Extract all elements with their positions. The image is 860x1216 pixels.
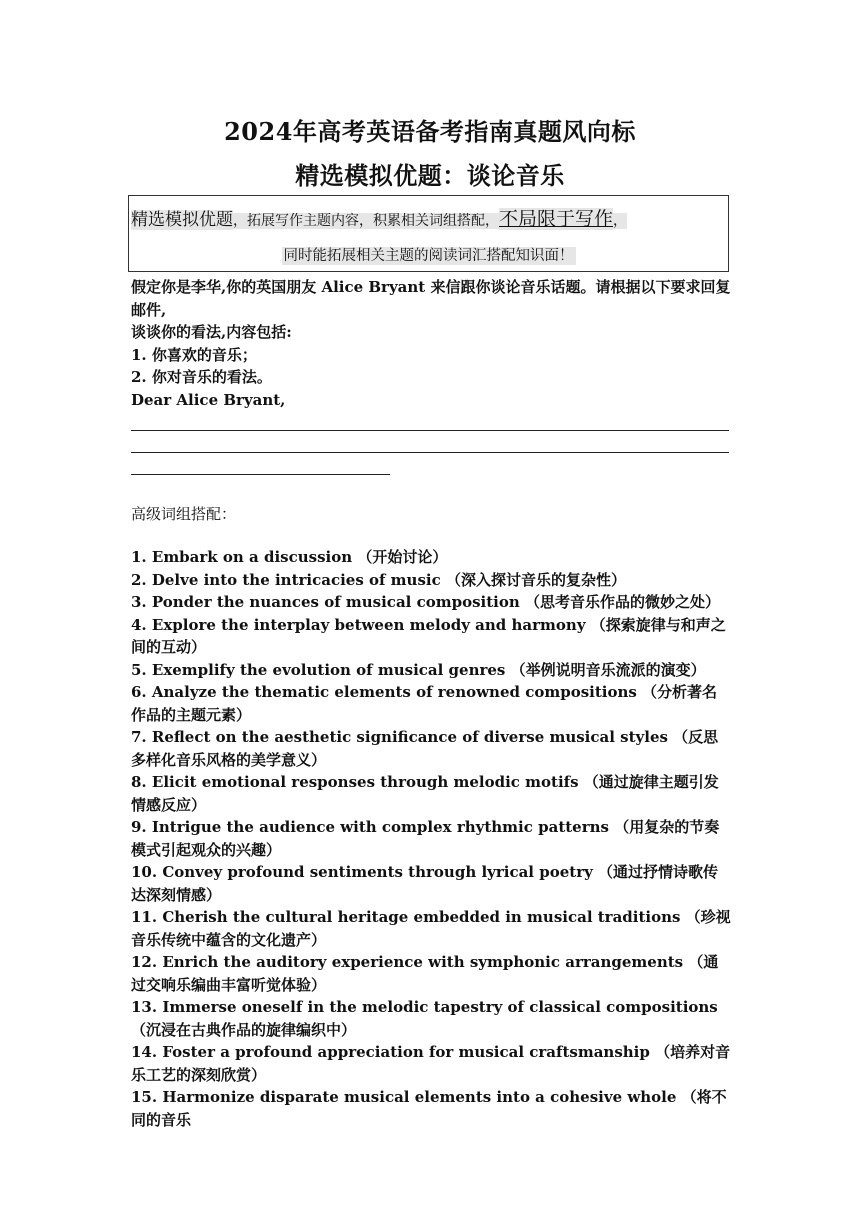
banner-line-1 bbox=[131, 204, 729, 231]
phrase-item: 5. Exemplify the evolution of musical genres （举例说明音乐流派的演变） bbox=[131, 660, 706, 679]
phrase-item: 2. Delve into the intricacies of music （深入探讨音乐的复杂性） bbox=[131, 570, 626, 589]
phrase-item: 7. Reflect on the aesthetic significance of diverse musical styles （反思多样化音乐风格的美学意义） bbox=[131, 728, 719, 769]
banner-comma: ， bbox=[613, 213, 628, 229]
phrase-item: 12. Enrich the auditory experience with symphonic arrangements （通过交响乐编曲丰富听觉体验） bbox=[131, 953, 719, 994]
phrase-item: 3. Ponder the nuances of musical composition （思考音乐作品的微妙之处） bbox=[131, 593, 720, 611]
banner-highlight-text: 精选模拟优题 bbox=[131, 210, 233, 230]
phrase-item: 10. Convey profound sentiments through lyrical poetry （通过抒情诗歌传达深刻情感） bbox=[131, 863, 719, 904]
phrases-heading: 高级词组搭配： bbox=[131, 505, 237, 523]
prompt-line: 1. 你喜欢的音乐； bbox=[131, 345, 257, 364]
intro-banner bbox=[128, 195, 729, 272]
phrase-item: 11. Cherish the cultural heritage embedded in musical traditions （珍视音乐传统中蕴含的文化遗产） bbox=[131, 908, 731, 949]
answer-blank-line bbox=[131, 452, 729, 453]
phrase-item: 6. Analyze the thematic elements of renowned compositions （分析著名作品的主题元素） bbox=[131, 683, 718, 724]
answer-blank-line bbox=[131, 474, 390, 475]
phrase-item: 15. Harmonize disparate musical elements into a cohesive whole （将不同的音乐 bbox=[131, 1088, 727, 1129]
document-subtitle: 精选模拟优题：谈论音乐 bbox=[295, 161, 565, 190]
writing-prompt bbox=[131, 276, 731, 411]
phrase-item: 4. Explore the interplay between melody and harmony （探索旋律与和声之间的互动） bbox=[131, 615, 726, 656]
banner-line-2-text: 同时能拓展相关主题的阅读词汇搭配知识面！ bbox=[283, 248, 574, 264]
phrase-item: 8. Elicit emotional responses through melodic motifs （通过旋律主题引发情感反应） bbox=[131, 773, 719, 814]
phrase-item: 1. Embark on a discussion （开始讨论） bbox=[131, 548, 448, 566]
phrase-list bbox=[131, 546, 731, 1131]
prompt-line: 2. 你对音乐的看法。 bbox=[131, 368, 272, 386]
banner-emphasis-text: 不局限于写作 bbox=[499, 208, 614, 230]
answer-blank-line bbox=[131, 430, 729, 431]
prompt-line: 谈谈你的看法,内容包括: bbox=[131, 323, 292, 341]
banner-text: ，拓展写作主题内容，积累相关词组搭配， bbox=[233, 213, 499, 229]
prompt-line: 假定你是李华,你的英国朋友 Alice Bryant 来信跟你谈论音乐话题。请根据以下要求回复邮件, bbox=[131, 278, 731, 319]
prompt-line: Dear Alice Bryant, bbox=[131, 390, 286, 409]
banner-line-2 bbox=[129, 244, 728, 265]
document-title: 2024年高考英语备考指南真题风向标 bbox=[224, 117, 636, 146]
phrase-item: 9. Intrigue the audience with complex rhythmic patterns （用复杂的节奏模式引起观众的兴趣） bbox=[131, 818, 720, 859]
phrase-item: 14. Foster a profound appreciation for musical craftsmanship （培养对音乐工艺的深刻欣赏） bbox=[131, 1043, 731, 1084]
phrase-item: 13. Immerse oneself in the melodic tapestry of classical compositions （沉浸在古典作品的旋律编织中） bbox=[131, 998, 718, 1039]
